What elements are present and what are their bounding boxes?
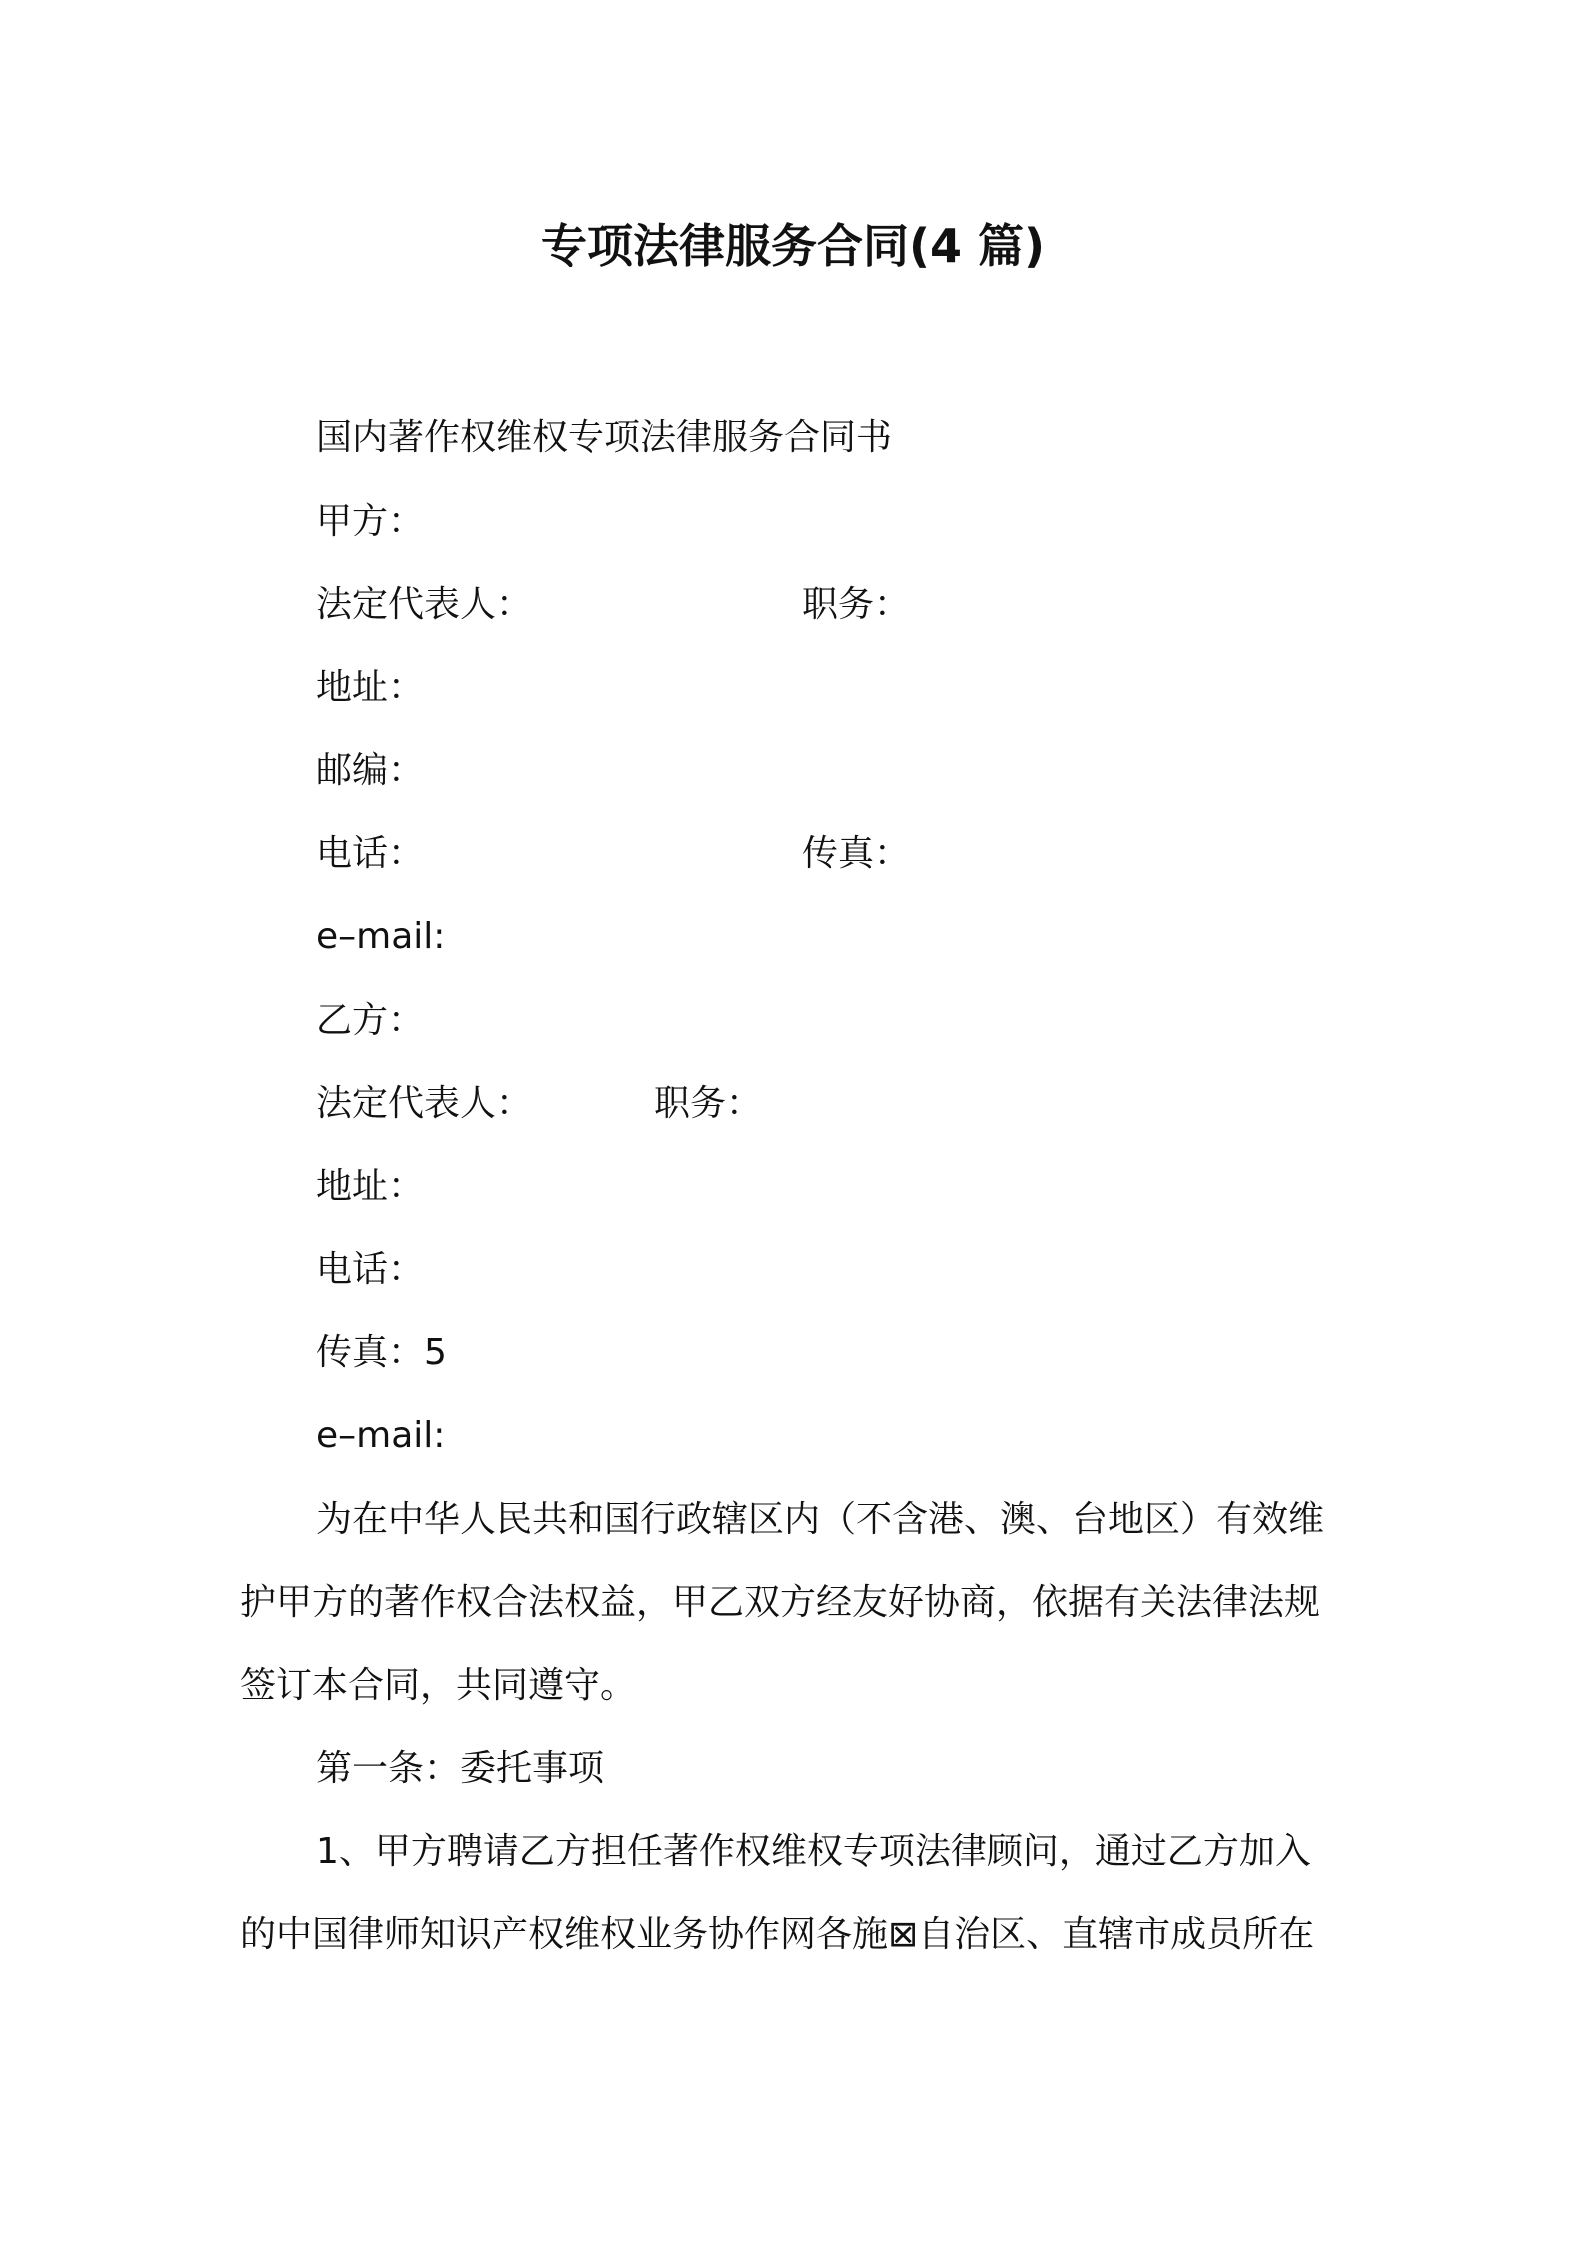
article-1-item-1-line-1: 1、甲方聘请乙方担任著作权维权专项法律顾问，通过乙方加入: [316, 1831, 1311, 1872]
party-b-legal-rep: 法定代表人：: [316, 1083, 533, 1124]
party-a-phone: 电话：: [316, 833, 425, 874]
preamble-line-1: 为在中华人民共和国行政辖区内（不含港、澳、台地区）有效维: [316, 1499, 1325, 1540]
preamble-line-2: 护甲方的著作权合法权益，甲乙双方经友好协商，依据有关法律法规: [240, 1582, 1321, 1623]
party-a-address: 地址：: [316, 667, 425, 708]
party-b-label: 乙方：: [316, 1000, 425, 1041]
preamble-line-3: 签订本合同，共同遵守。: [240, 1665, 637, 1706]
contract-subtitle: 国内著作权维权专项法律服务合同书: [316, 417, 893, 458]
party-b-email: e–mail:: [316, 1415, 446, 1456]
party-a-label: 甲方：: [316, 501, 425, 542]
party-b-phone: 电话：: [316, 1249, 425, 1290]
article-1-item-1-line-2: 的中国律师知识产权维权业务协作网各施⊠自治区、直辖市成员所在: [240, 1914, 1315, 1955]
party-b-fax: 传真：5: [316, 1332, 447, 1373]
party-b-position: 职务：: [654, 1083, 763, 1124]
party-a-email: e–mail:: [316, 916, 446, 957]
party-a-fax: 传真：: [802, 833, 911, 874]
article-1-heading: 第一条：委托事项: [316, 1748, 605, 1789]
party-b-address: 地址：: [316, 1166, 425, 1207]
party-a-position: 职务：: [802, 584, 911, 625]
party-a-postcode: 邮编：: [316, 750, 425, 791]
party-a-legal-rep: 法定代表人：: [316, 584, 533, 625]
document-title: 专项法律服务合同(4 篇): [540, 219, 1046, 273]
